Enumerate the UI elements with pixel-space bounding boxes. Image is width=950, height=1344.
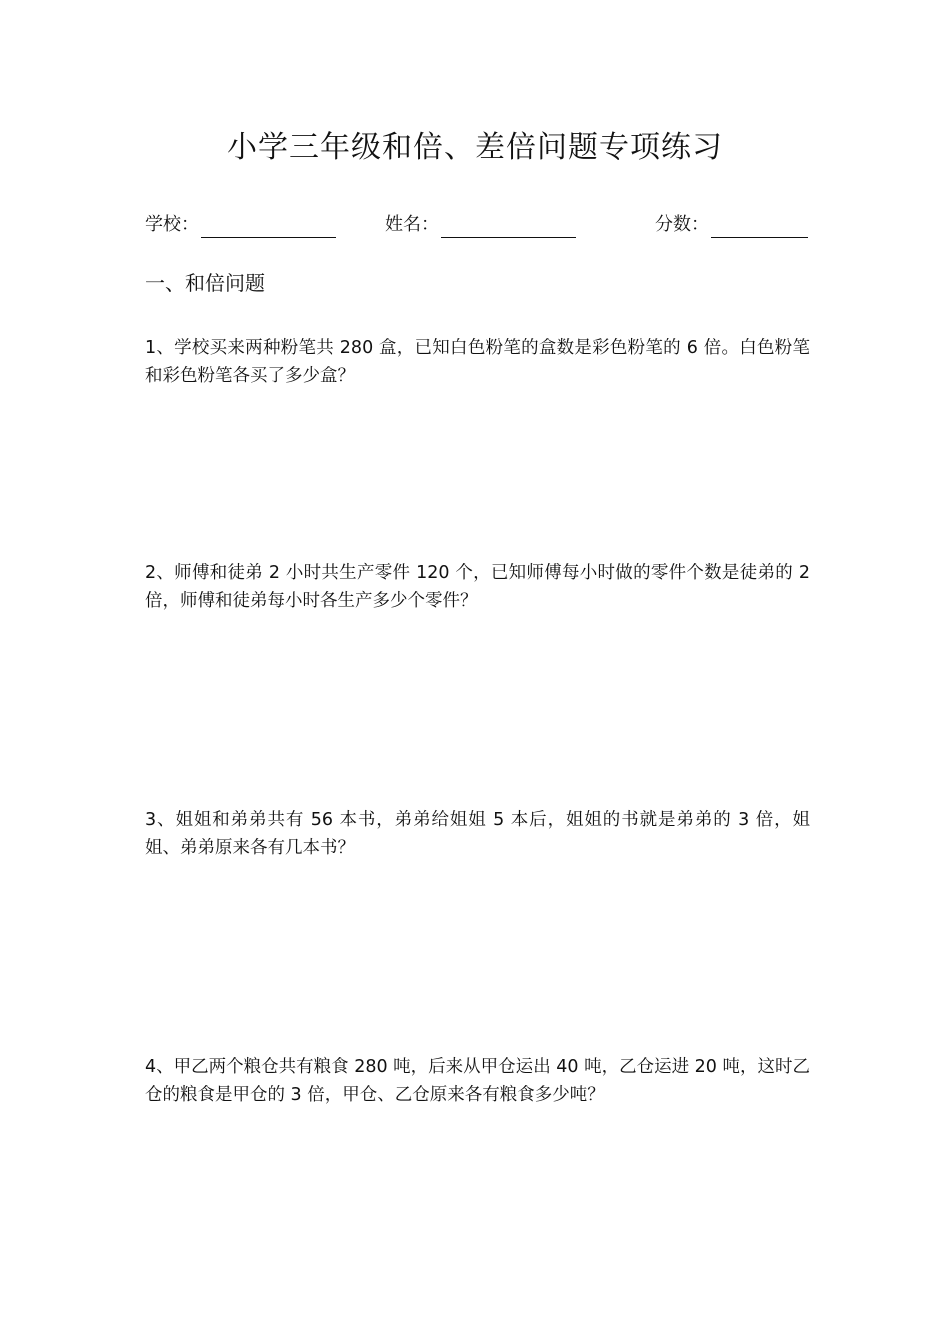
question-2: 2、师傅和徒弟 2 小时共生产零件 120 个，已知师傅每小时做的零件个数是徒弟的 2 倍，师傅和徒弟每小时各生产多少个零件？ xyxy=(145,563,810,611)
score-label: 分数： xyxy=(655,214,709,235)
score-blank[interactable] xyxy=(711,215,808,238)
section-heading: 一、和倍问题 xyxy=(145,271,265,295)
name-field xyxy=(385,212,576,238)
name-blank[interactable] xyxy=(441,215,576,238)
question-3: 3、姐姐和弟弟共有 56 本书，弟弟给姐姐 5 本后，姐姐的书就是弟弟的 3 倍，姐姐、弟弟原来各有几本书？ xyxy=(145,810,810,858)
question-1: 1、学校买来两种粉笔共 280 盒，已知白色粉笔的盒数是彩色粉笔的 6 倍。白色粉笔和彩色粉笔各买了多少盒？ xyxy=(145,338,810,386)
score-field xyxy=(655,212,808,238)
question-4: 4、甲乙两个粮仓共有粮食 280 吨，后来从甲仓运出 40 吨，乙仓运进 20 吨，这时乙仓的粮食是甲仓的 3 倍，甲仓、乙仓原来各有粮食多少吨？ xyxy=(145,1057,810,1105)
student-info-row xyxy=(145,212,810,242)
page-title: 小学三年级和倍、差倍问题专项练习 xyxy=(227,130,723,166)
school-blank[interactable] xyxy=(201,215,336,238)
school-field xyxy=(145,212,336,238)
name-label: 姓名： xyxy=(385,214,439,235)
school-label: 学校： xyxy=(145,214,199,235)
